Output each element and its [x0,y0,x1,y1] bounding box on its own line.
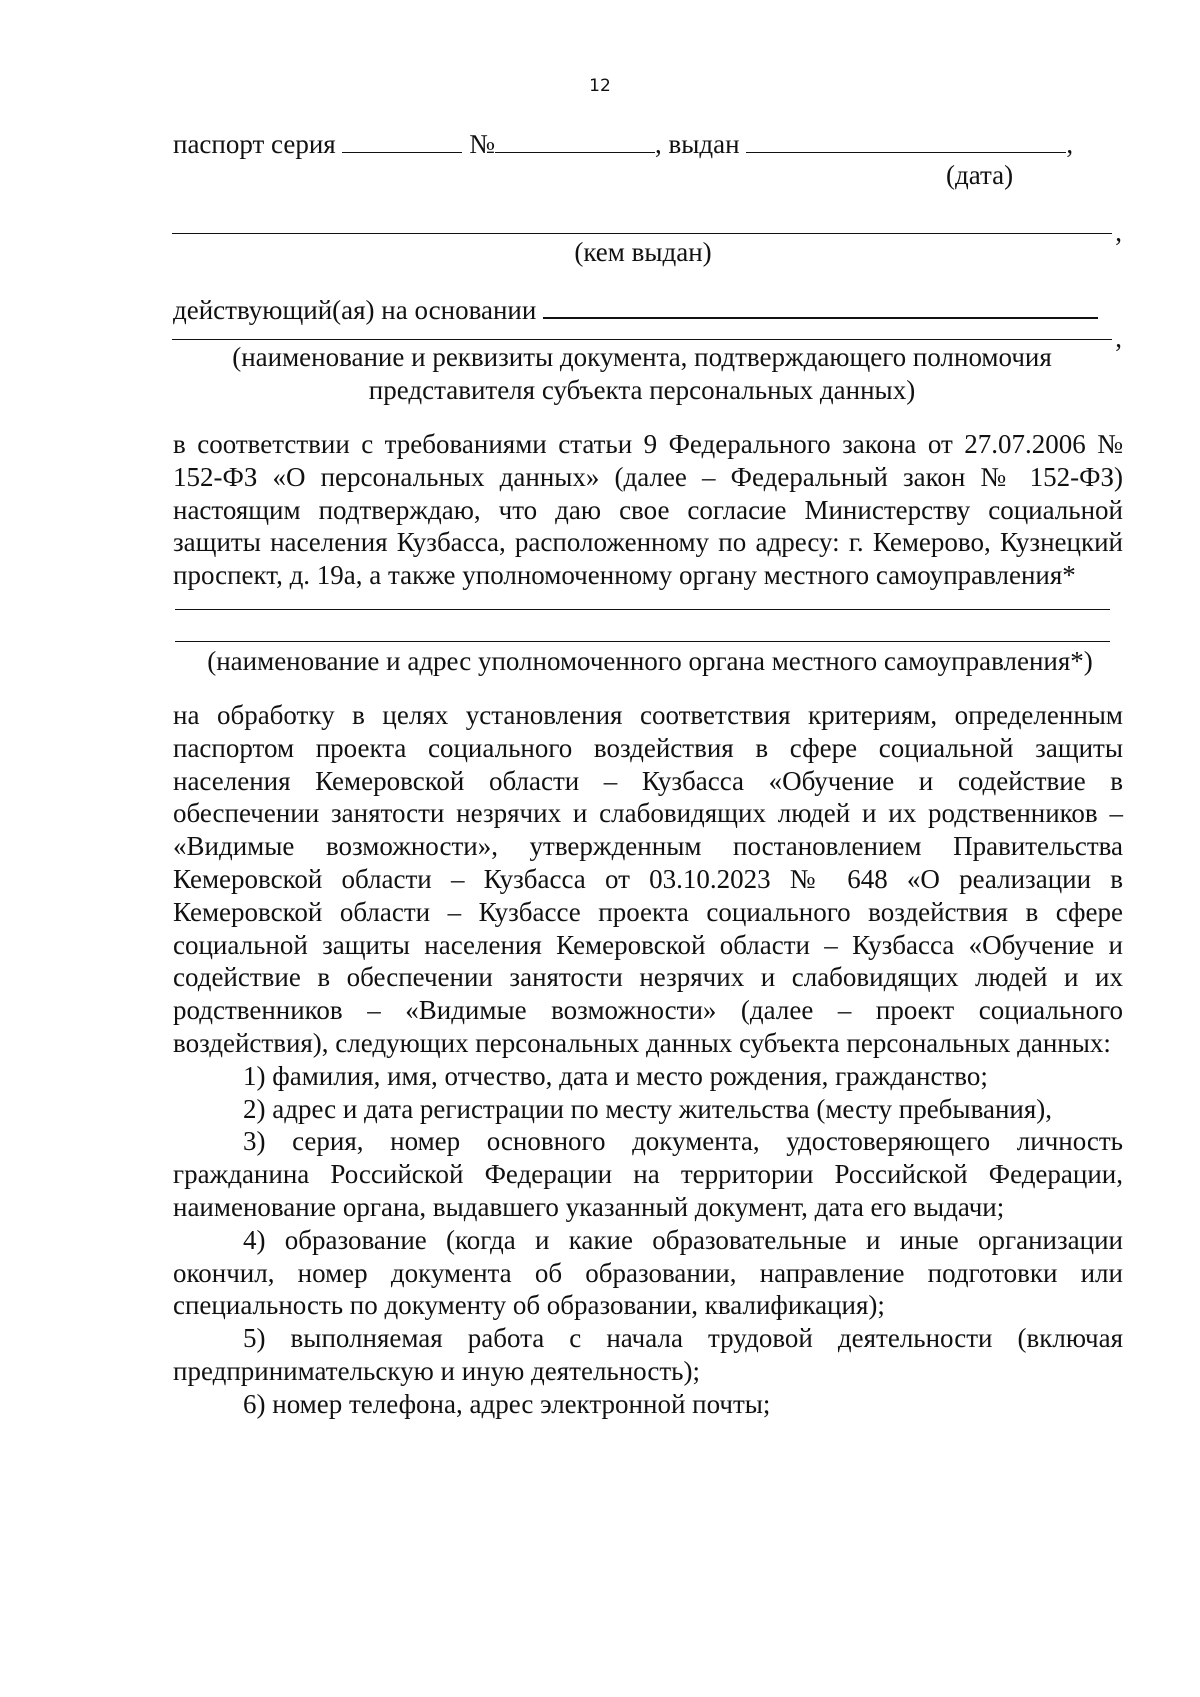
date-caption: (дата) [946,160,1014,190]
list-item: 5) выполняемая работа с начала трудовой деятельности (включая предпринимательскую и иную деятельность); [173,1323,1123,1386]
basis-caption-line2: представителя субъекта персональных данных) [368,375,916,405]
list-item: 2) адрес и дата регистрации по месту жительства (месту пребывания), [243,1093,1052,1124]
list-item: 3) серия, номер основного документа, удостоверяющего личность гражданина Российской Федерации на территории Российской Федерации, наименование органа, выдавшего указанный документ, дата его выдачи; [173,1126,1123,1222]
basis-field [543,295,1098,319]
authority-field-line1 [175,609,1110,610]
basis-line2-spacer [173,327,1123,339]
authority-spacer [173,592,1123,609]
basis-line [173,294,1123,327]
passport-issued-label: , выдан [655,129,740,159]
basis-label: действующий(ая) на основании [173,295,537,325]
date-caption-row [173,161,1123,195]
passport-line-comma: , [1066,129,1074,159]
list-item: 1) фамилия, имя, отчество, дата и место рождения, гражданство; [243,1060,988,1091]
consent-spacer [173,407,1123,428]
basis-spacer [173,269,1123,294]
authority-field-line2 [175,641,1110,642]
passport-series-field [342,130,462,153]
issuer-spacer [173,195,1123,233]
consent-paragraph: в соответствии с требованиями статьи 9 Федерального закона от 27.07.2006 № 152-ФЗ «О персональных данных» (далее – Федеральный закон № 152-ФЗ) настоящим подтверждаю, что даю свое согласие Министерству социальной защиты населения Кузбасса, расположенному по адресу: г. Кемерово, Кузнецкий проспект, д. 19а, а также уполномоченному органу местного самоуправления* [173,429,1123,591]
processing-spacer [173,678,1123,699]
passport-number-sign: № [469,129,495,159]
issuer-line-comma: , [1115,217,1122,247]
issuer-caption: (кем выдан) [574,237,712,267]
authority-caption: (наименование и адрес уполномоченного органа местного самоуправления*) [207,645,1093,676]
passport-number-field [495,130,655,153]
page-number: 12 [589,76,611,96]
list-item: 4) образование (когда и какие образовательные и иные организации окончил, номер документа об образовании, направление подготовки или специальность по документу об образовании, квалификация); [173,1224,1123,1321]
passport-line [173,128,1123,161]
passport-issue-date-field [746,130,1066,153]
basis-field-line2 [172,323,1122,353]
passport-series-label: паспорт серия [173,129,336,159]
basis-caption-line1: (наименование и реквизиты документа, подтверждающего полномочия [232,342,1052,372]
issuer-field [172,217,1122,247]
list-item: 6) номер телефона, адрес электронной почты; [243,1388,771,1419]
processing-paragraph: на обработку в целях установления соответствия критериям, определенным паспортом проекта социального воздействия в сфере социальной защиты населения Кемеровской области – Кузбасса «Обучение и содействие в обеспечении занятости незрячих и слабовидящих людей и их родственников – «Видимые возможности», утвержденным постановлением Правительства Кемеровской области – Кузбасса от 03.10.2023 № 648 «О реализации в Кемеровской области – Кузбассе проекта социального воздействия в сфере социальной защиты населения Кемеровской области – Кузбасса «Обучение и содействие в обеспечении занятости незрячих и слабовидящих людей и их родственников – «Видимые возможности» (далее – проект социального воздействия), следующих персональных данных субъекта персональных данных: [173,699,1123,1058]
basis-line-comma: , [1115,323,1122,353]
document-body [173,128,1123,1421]
authority-gap [173,610,1123,641]
